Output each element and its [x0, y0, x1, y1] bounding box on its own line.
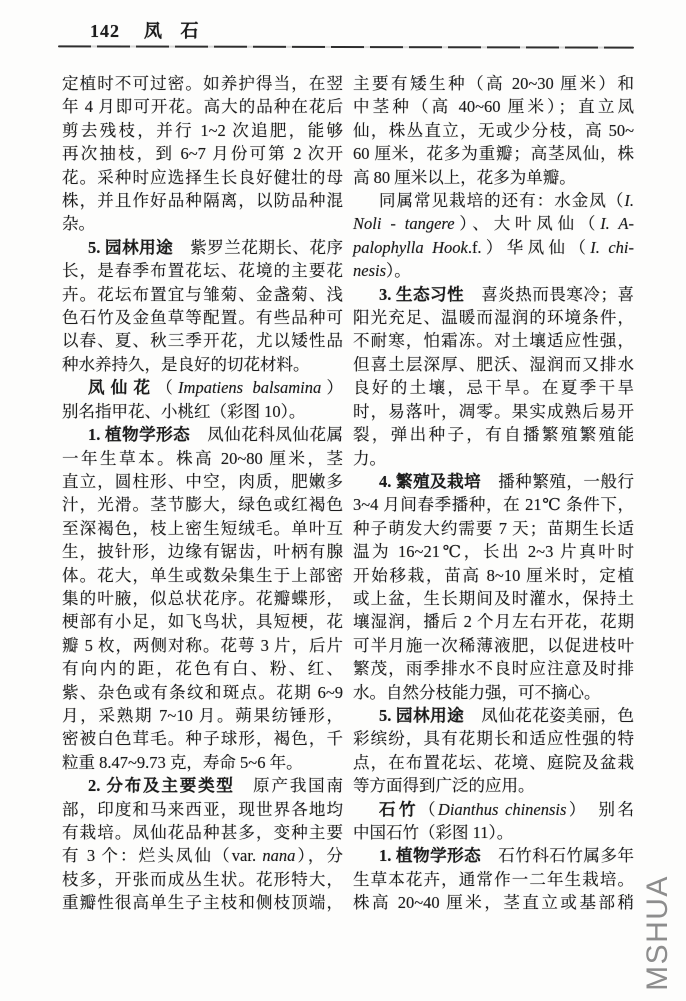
text-line [353, 868, 634, 891]
text-line [62, 447, 343, 470]
body-text: 裂，弹出种子，有自播繁殖繁殖能 [353, 425, 634, 445]
text-line [353, 283, 634, 306]
text-line [62, 798, 343, 821]
body-text: 重瓣性很高单生子主枝和侧枝顶端， [62, 893, 343, 913]
text-line [62, 681, 343, 704]
text-line [353, 166, 634, 189]
body-text: 体。花大，单生或数朵集生于上部密 [62, 565, 343, 585]
body-text: 阳光充足、温暖而湿润的环境条件， [353, 308, 634, 328]
text-line [353, 587, 634, 610]
body-text: 生草本花卉，通常作一二年生栽培。 [353, 869, 634, 889]
text-line [62, 259, 343, 282]
body-text: 至深褐色，枝上密生短绒毛。单叶互 [62, 518, 343, 538]
body-text: （ [418, 799, 438, 819]
text-line [62, 517, 343, 540]
body-text: 良好的土壤，忌干旱。在夏季干旱 [353, 378, 634, 398]
text-line [353, 610, 634, 633]
watermark: MSHUA [641, 875, 674, 991]
text-line [62, 236, 343, 259]
text-line [62, 329, 343, 352]
body-text: 不耐寒，怕霜冻。对土壤适应性强， [353, 331, 634, 351]
text-line [62, 353, 343, 376]
body-text: 梗部有小足，如飞鸟状，具短梗，花 [62, 612, 343, 632]
text-line [62, 844, 343, 867]
text-line [353, 212, 634, 235]
text-line [62, 774, 343, 797]
text-line [62, 376, 343, 399]
text-line [62, 212, 343, 235]
text-line [62, 72, 343, 95]
text-line [62, 751, 343, 774]
latin-name: I. [624, 191, 634, 211]
text-line [353, 564, 634, 587]
latin-name: palophylla Hook [353, 237, 468, 257]
text-line [62, 540, 343, 563]
right-column [353, 72, 634, 915]
body-text: 种水养持久，是良好的切花材料。 [62, 354, 310, 374]
body-text: 紫、杂色或有条纹和斑点。花期 6~9 [62, 682, 343, 702]
text-line [62, 587, 343, 610]
text-line [62, 634, 343, 657]
body-text: 但喜土层深厚、肥沃、湿润而又排水 [353, 354, 634, 374]
section-heading: 5. 园林用途 [88, 237, 174, 257]
body-text: 粒重 8.47~9.73 克，寿命 5~6 年。 [62, 752, 303, 772]
text-line [353, 236, 634, 259]
text-line [353, 493, 634, 516]
body-text: 同属常见栽培的还有：水金凤（ [379, 191, 625, 211]
running-title: 凤 石 [144, 21, 206, 41]
body-text: 种子萌发大约需要 7 天；苗期生长适 [353, 518, 634, 538]
text-line [353, 774, 634, 797]
body-text: 再次抽枝，到 6~7 月份可第 2 次开 [62, 144, 343, 164]
text-line [62, 891, 343, 914]
body-text: 直立，圆柱形、中空，肉质，肥嫩多 [62, 471, 343, 491]
section-heading: 1. 植物学形态 [88, 425, 191, 445]
text-line [62, 142, 343, 165]
text-line [353, 376, 634, 399]
body-text: 瓣 5 枚，两侧对称。花萼 3 片，后片 [62, 635, 343, 655]
body-text: 播种繁殖，一般行 [481, 471, 635, 491]
body-text: .f.）华凤仙（ [467, 237, 591, 257]
body-text: 剪去残枝，并行 1~2 次追肥，能够 [62, 120, 343, 140]
body-text: （ [156, 378, 179, 398]
body-text: 卉。花坛布置宜与雏菊、金盏菊、浅 [62, 284, 343, 304]
body-text: 紫罗兰花期长、花序 [173, 237, 344, 257]
latin-name: I. chi- [590, 237, 634, 257]
plant-name: 凤仙花 [88, 379, 157, 398]
body-text: 色石竹及金鱼草等配置。有些品种可 [62, 308, 343, 328]
body-text: 中国石竹（彩图 11）。 [353, 823, 514, 842]
text-line [353, 657, 634, 680]
text-line [62, 493, 343, 516]
body-text: 部，印度和马来西亚，现世界各地均 [62, 799, 343, 819]
body-text: 年 4 月即可开花。高大的品种在花后 [62, 97, 343, 117]
text-line [353, 844, 634, 867]
text-line [353, 517, 634, 540]
left-column [62, 72, 343, 915]
body-text: 彩缤纷，具有花期长和适应性强的特 [353, 729, 634, 749]
header-rule [58, 45, 634, 48]
text-line [62, 306, 343, 329]
body-text: 别名指甲花、小桃红（彩图 10）。 [62, 401, 306, 421]
section-heading: 3. 生态习性 [379, 284, 465, 304]
body-text: 或上盆，生长期间及时灌水，保持土 [353, 588, 634, 608]
text-line [62, 400, 343, 423]
body-text: 一年生草本。株高 20~80 厘米，茎 [62, 448, 343, 468]
text-line [353, 259, 634, 282]
body-text: 长，是春季布置花坛、花境的主要花 [62, 261, 343, 281]
text-line [62, 423, 343, 446]
text-line [353, 306, 634, 329]
body-text: 有栽培。凤仙花品种甚多，变种主要 [62, 823, 343, 842]
body-text: ）。 [386, 261, 411, 281]
body-text: 凤仙花科凤仙花属 [190, 425, 344, 445]
text-line [62, 166, 343, 189]
text-line [353, 423, 634, 446]
body-text: 密被白色茸毛。种子球形，褐色，千 [62, 729, 343, 749]
text-line [353, 727, 634, 750]
body-text: 喜炎热而畏寒冷；喜 [464, 284, 635, 304]
text-line [62, 727, 343, 750]
body-text: 定植时不可过密。如养护得当，在翌 [62, 74, 343, 93]
body-text: 繁茂，雨季排水不良时应注意及时排 [353, 659, 634, 679]
text-line [62, 610, 343, 633]
latin-name: I. A- [600, 214, 635, 234]
page-header [90, 19, 206, 43]
body-text: 3~4 月间春季播种，在 21℃ 条件下， [353, 495, 634, 515]
body-text: 株，并且作好品种隔离，以防品种混 [62, 191, 343, 211]
text-line [353, 142, 634, 165]
body-text: 株高 20~40 厘米，茎直立或基部稍 [353, 893, 634, 913]
body-text: 凤仙花花姿美丽，色 [464, 705, 635, 725]
section-heading: 4. 繁殖及栽培 [379, 471, 482, 491]
body-text: 温为 16~21℃，长出 2~3 片真叶时 [353, 542, 634, 562]
body-text: 有向内的距，花色有白、粉、红、 [62, 659, 343, 679]
plant-name: 石竹 [379, 800, 419, 819]
body-text: 壤湿润，播后 2 个月左右开花，花期 [353, 612, 634, 632]
text-line [62, 95, 343, 118]
page-number: 142 [90, 21, 120, 41]
text-line [62, 189, 343, 212]
text-line [62, 119, 343, 142]
body-text: 可半月施一次稀薄液肥，以促进枝叶 [353, 635, 634, 655]
text-line [62, 821, 343, 844]
latin-name: Noli - tangere [353, 214, 455, 234]
body-text: 集的叶腋，似总状花序。花瓣蝶形， [62, 588, 343, 608]
body-text: 杂。 [62, 214, 95, 234]
body-text: 主要有矮生种（高 20~30 厘米）和 [353, 74, 634, 93]
latin-name: Dianthus chinensis [437, 799, 567, 819]
text-line [353, 447, 634, 470]
section-heading: 5. 园林用途 [379, 705, 465, 725]
body-text: 点，在布置花坛、花境、庭院及盆栽 [353, 752, 634, 772]
section-heading: 1. 植物学形态 [379, 846, 482, 866]
body-text: 力。 [353, 448, 386, 468]
latin-name: nana [262, 846, 296, 866]
text-line [62, 470, 343, 493]
text-line [353, 540, 634, 563]
text-line [62, 283, 343, 306]
text-line [353, 119, 634, 142]
body-text: ） 别名 [566, 799, 635, 819]
text-line [353, 72, 634, 95]
body-text: 有 3 个：烂头凤仙（var. [62, 846, 263, 866]
body-text: 时，易落叶，凋零。果实成熟后易开 [353, 401, 634, 421]
body-text: 高 80 厘米以上，花多为单瓣。 [353, 167, 576, 187]
text-line [353, 189, 634, 212]
text-line [353, 353, 634, 376]
text-line [353, 329, 634, 352]
body-text: 枝多，开张而成丛生状。花形特大， [62, 869, 343, 889]
text-line [353, 95, 634, 118]
body-text: 生，披针形，边缘有锯齿，叶柄有腺 [62, 542, 343, 562]
body-text: 汁，光滑。茎节膨大，绿色或红褐色 [62, 495, 343, 515]
body-text: 原产我国南 [234, 776, 344, 796]
text-line [353, 798, 634, 821]
text-line [353, 400, 634, 423]
latin-name: Impatiens balsamina [178, 378, 322, 398]
body-text: 开始移栽，苗高 8~10 厘米时，定植 [353, 565, 634, 585]
text-line [353, 634, 634, 657]
latin-name: nesis [353, 261, 386, 281]
body-text: 60 厘米，花多为重瓣；高茎凤仙，株 [353, 144, 634, 164]
body-text: ），分 [295, 846, 344, 866]
body-text: 仙，株丛直立，无或少分枝，高 50~ [353, 120, 634, 140]
body-text: 中茎种（高 40~60 厘米）；直立凤 [353, 97, 634, 117]
text-line [62, 868, 343, 891]
text-line [353, 681, 634, 704]
text-line [353, 704, 634, 727]
text-line [62, 564, 343, 587]
body-text: 以春、夏、秋三季开花，尤以矮性品 [62, 331, 343, 351]
text-line [353, 821, 634, 844]
body-text: 月，采熟期 7~10 月。蒴果纺锤形， [62, 705, 343, 725]
body-text: 石竹科石竹属多年 [481, 846, 635, 866]
body-text: 水。自然分枝能力强，可不摘心。 [353, 682, 601, 702]
body-text: 等方面得到广泛的应用。 [353, 776, 535, 796]
text-line [353, 470, 634, 493]
body-text: ）、大叶凤仙（ [454, 214, 601, 234]
section-heading: 2. 分布及主要类型 [88, 776, 235, 796]
text-line [62, 704, 343, 727]
text-line [353, 891, 634, 914]
text-line [62, 657, 343, 680]
text-line [353, 751, 634, 774]
body-text: ） [321, 378, 344, 398]
body-text: 花。采种时应选择生长良好健壮的母 [62, 167, 343, 187]
